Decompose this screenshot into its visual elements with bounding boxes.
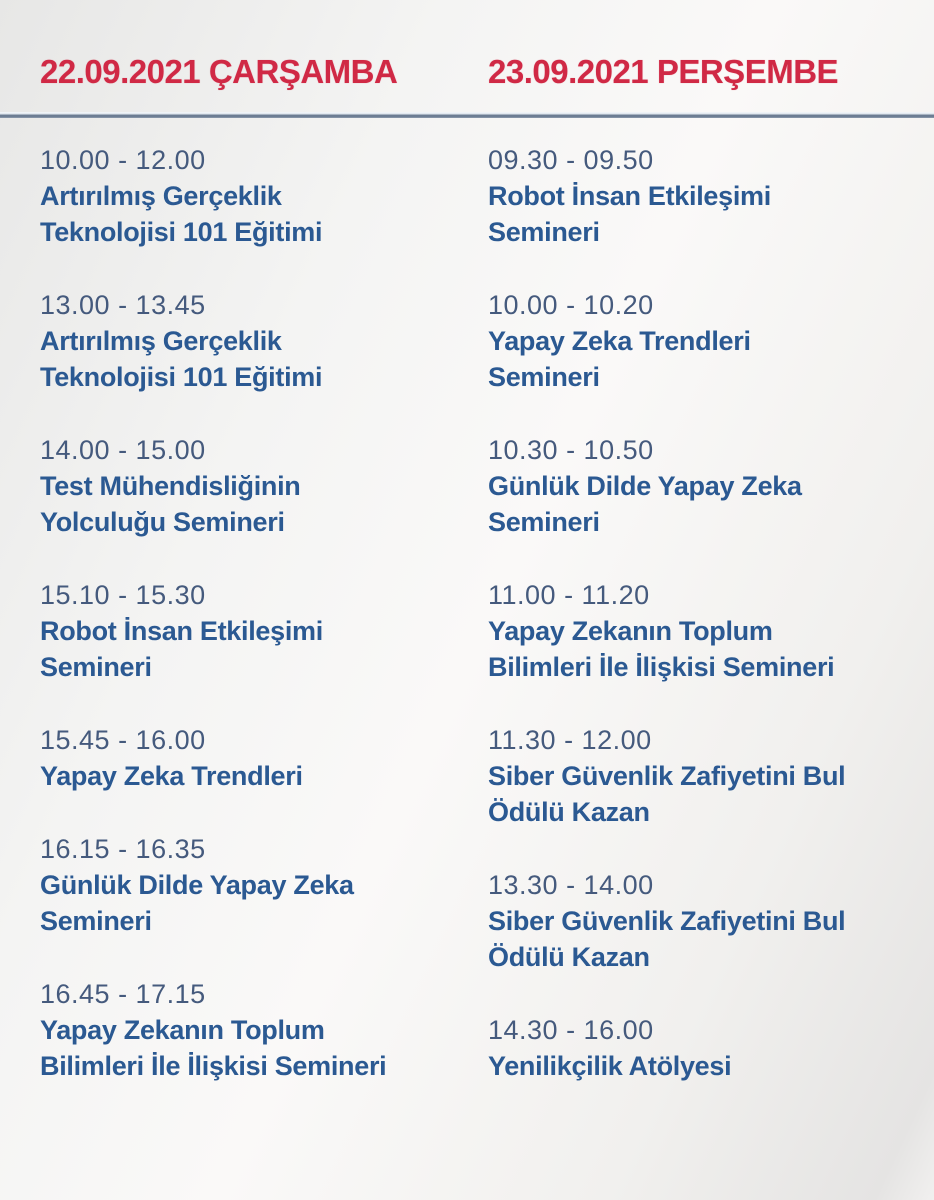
day-column-thursday: [488, 142, 934, 1121]
event-title-line: Siber Güvenlik Zafiyetini Bul: [488, 906, 846, 936]
event-title-line: Robot İnsan Etkileşimi: [40, 616, 323, 646]
event-title-line: Yapay Zekanın Toplum: [488, 616, 773, 646]
event-time: 16.15 - 16.35: [40, 834, 206, 864]
event-time: 16.45 - 17.15: [40, 979, 206, 1009]
date-header-row: [0, 0, 934, 90]
event-time: 10.00 - 10.20: [488, 290, 654, 320]
event-time: 14.00 - 15.00: [40, 435, 206, 465]
event-title-line: Ödülü Kazan: [488, 797, 650, 827]
event-title-line: Yenilikçilik Atölyesi: [488, 1051, 732, 1081]
day-header-wednesday: 22.09.2021 ÇARŞAMBA: [40, 53, 398, 90]
event-time: 10.30 - 10.50: [488, 435, 654, 465]
day-column-wednesday: [40, 142, 488, 1121]
event-block: [488, 722, 934, 830]
event-title-line: Yapay Zekanın Toplum: [40, 1015, 325, 1045]
event-title-line: Artırılmış Gerçeklik: [40, 181, 282, 211]
event-title-line: Semineri: [488, 507, 600, 537]
event-time: 09.30 - 09.50: [488, 145, 654, 175]
event-title-line: Semineri: [40, 652, 152, 682]
event-title-line: Günlük Dilde Yapay Zeka: [488, 471, 802, 501]
event-title-line: Semineri: [40, 906, 152, 936]
event-title-line: Ödülü Kazan: [488, 942, 650, 972]
event-block: [488, 287, 934, 395]
event-block: [40, 287, 488, 395]
event-time: 13.00 - 13.45: [40, 290, 206, 320]
event-title-line: Artırılmış Gerçeklik: [40, 326, 282, 356]
event-title-line: Robot İnsan Etkileşimi: [488, 181, 771, 211]
event-block: [40, 432, 488, 540]
event-block: [488, 432, 934, 540]
event-block: [40, 831, 488, 939]
event-block: [40, 976, 488, 1084]
event-block: [40, 722, 488, 794]
event-title-line: Bilimleri İle İlişkisi Semineri: [40, 1051, 387, 1081]
event-title-line: Teknolojisi 101 Eğitimi: [40, 362, 323, 392]
event-block: [488, 867, 934, 975]
event-title-line: Yapay Zeka Trendleri: [40, 761, 303, 791]
event-time: 11.00 - 11.20: [488, 580, 650, 610]
event-time: 15.45 - 16.00: [40, 725, 206, 755]
event-title-line: Yapay Zeka Trendleri: [488, 326, 751, 356]
schedule-columns: [0, 118, 934, 1121]
event-title-line: Teknolojisi 101 Eğitimi: [40, 217, 323, 247]
event-time: 14.30 - 16.00: [488, 1015, 654, 1045]
event-title-line: Semineri: [488, 217, 600, 247]
event-block: [488, 577, 934, 685]
event-time: 13.30 - 14.00: [488, 870, 654, 900]
event-title-line: Test Mühendisliğinin: [40, 471, 301, 501]
event-time: 15.10 - 15.30: [40, 580, 206, 610]
event-time: 10.00 - 12.00: [40, 145, 206, 175]
event-title-line: Yolculuğu Semineri: [40, 507, 285, 537]
event-block: [40, 142, 488, 250]
event-title-line: Günlük Dilde Yapay Zeka: [40, 870, 354, 900]
event-title-line: Bilimleri İle İlişkisi Semineri: [488, 652, 835, 682]
event-block: [488, 1012, 934, 1084]
event-title-line: Semineri: [488, 362, 600, 392]
event-time: 11.30 - 12.00: [488, 725, 652, 755]
day-header-thursday: 23.09.2021 PERŞEMBE: [488, 53, 839, 90]
event-block: [40, 577, 488, 685]
event-block: [488, 142, 934, 250]
event-title-line: Siber Güvenlik Zafiyetini Bul: [488, 761, 846, 791]
